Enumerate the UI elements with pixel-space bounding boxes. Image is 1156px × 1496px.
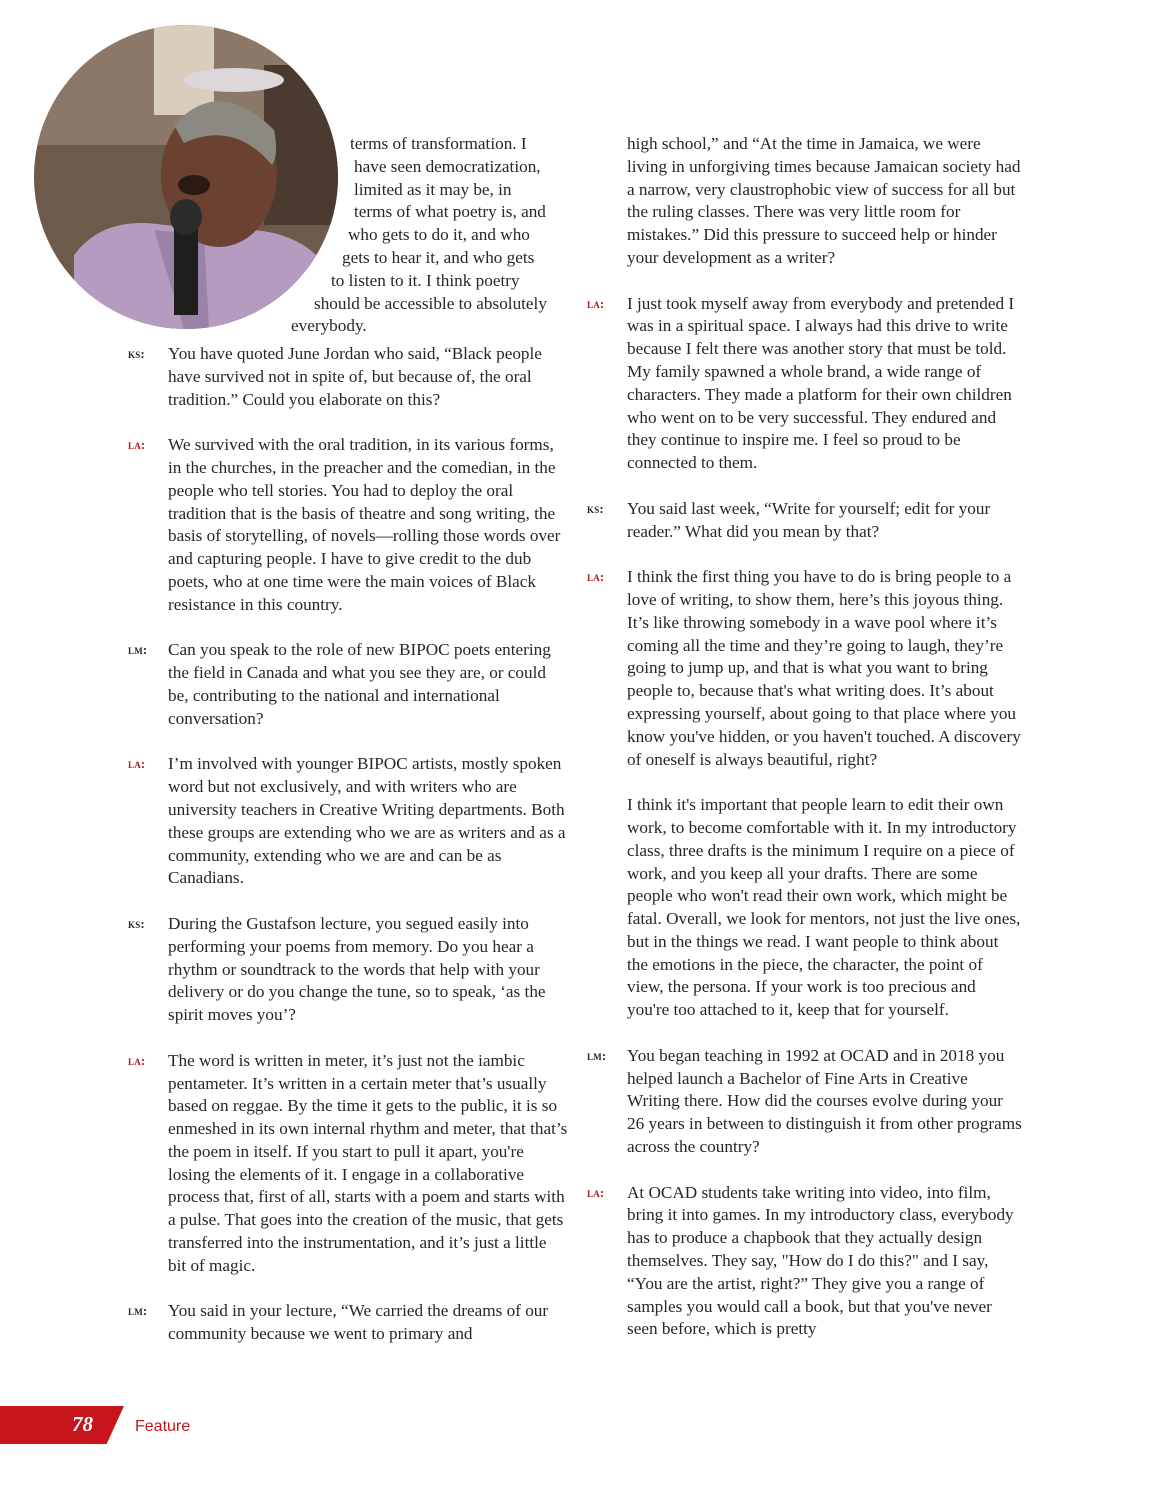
intro-line: limited as it may be, in	[354, 179, 512, 199]
entry-text: You began teaching in 1992 at OCAD and in 2018 you helped launch a Bachelor of Fine Arts in Creative Writing there. How did the courses evolve during your 26 years in between to distinguish it from other programs across the country?	[627, 1045, 1022, 1157]
intro-line: who gets to do it, and who	[348, 225, 530, 245]
intro-line: gets to hear it, and who gets	[342, 248, 535, 267]
qa-entry	[128, 1300, 568, 1346]
speaker-label: lm:	[128, 642, 148, 658]
answer-paragraph	[587, 794, 1022, 1022]
qa-entry	[128, 343, 568, 411]
intro-line: should be accessible to absolutely	[314, 293, 547, 313]
intro-line: terms of transformation. I	[350, 134, 527, 153]
qa-entry	[128, 913, 568, 1027]
left-column	[128, 133, 568, 1346]
intro-line: have seen democratization,	[354, 156, 541, 176]
qa-entry	[587, 566, 1022, 771]
qa-entry	[128, 1050, 568, 1278]
intro-line: everybody.	[291, 316, 367, 336]
speaker-label: lm:	[128, 1303, 148, 1319]
qa-entry	[587, 293, 1022, 475]
entry-text: Can you speak to the role of new BIPOC poets entering the field in Canada and what you see they are, or could be, contributing to the national and international conversation?	[168, 640, 551, 728]
continued-question	[587, 133, 1022, 270]
entry-text: I just took myself away from everybody and pretended I was in a spiritual space. I always had this drive to write because I felt there was another story that must be told. My family spawned a whole brand, a wide range of characters. They made a platform for their own children who went on to be very successful. They endured and they continue to inspire me. I feel so proud to be connected to them.	[627, 293, 1015, 473]
speaker-label: la:	[587, 569, 605, 585]
entry-text: At OCAD students take writing into video, into film, bring it into games. In my introductory class, everybody has to produce a chapbook that they actually design themselves. They say, "How do I do this?" and I say, “You are the artist, right?” They give you a range of samples you would call a book, but that you've never seen before, which is pretty	[627, 1182, 1014, 1339]
speaker-label: la:	[128, 756, 146, 772]
speaker-label: la:	[587, 1184, 605, 1200]
qa-entry	[128, 434, 568, 616]
entry-text: You said in your lecture, “We carried the dreams of our community because we went to primary and	[168, 1301, 549, 1344]
entry-text: high school,” and “At the time in Jamaica, we were living in unforgiving times because Jamaican society had a narrow, very claustrophobic view of success for all but the ruling classes. There was very little room for mistakes.” Did this pressure to succeed help or hinder your development as a writer?	[627, 134, 1021, 267]
speaker-label: la:	[128, 437, 146, 453]
entry-text: I think it's important that people learn to edit their own work, to become comfortable with it. In my introductory class, three drafts is the minimum I require on a piece of work, and you keep all your drafts. There are some people who won't read their own work, which might be fatal. Overall, we look for mentors, not just the live ones, but in the things we read. I want people to think about the emotions in the piece, the character, the point of view, the persona. If your work is too precious and you're too attached to it, keep that for yourself.	[627, 795, 1021, 1020]
section-label: Feature	[135, 1418, 191, 1435]
speaker-label: la:	[587, 295, 605, 311]
speaker-label: ks:	[587, 500, 604, 516]
qa-entry	[587, 498, 1022, 544]
intro-wrap-text	[128, 133, 568, 343]
qa-entry	[587, 1182, 1022, 1342]
qa-entry	[587, 1045, 1022, 1159]
entry-text: I’m involved with younger BIPOC artists, mostly spoken word but not exclusively, and with writers who are university teachers in Creative Writing departments. Both these groups are extending who we are as writers and as a community, extending who we are and can be as Canadians.	[168, 754, 566, 888]
qa-entry	[128, 639, 568, 730]
speaker-label: la:	[128, 1052, 146, 1068]
entry-text: We survived with the oral tradition, in its various forms, in the churches, in the preacher and the comedian, in the people who tell stories. You had to deploy the oral tradition that is the basis of theatre and song writing, the basis of storytelling, of novels—rolling those words over and capturing people. I have to give credit to the dub poets, who at one time were the main voices of Black resistance in this country.	[168, 435, 561, 614]
entry-text: During the Gustafson lecture, you segued easily into performing your poems from memory. Do you hear a rhythm or soundtrack to the words that help with your delivery or do you change the tune, so to speak, ‘as the spirit moves you’?	[168, 913, 546, 1025]
entry-text: The word is written in meter, it’s just not the iambic pentameter. It’s written in a certain meter that’s usually based on reggae. By the time it gets to the public, it is so enmeshed in its own internal rhythm and meter, that that’s the poem in itself. If you start to pull it apart, you're losing the elements of it. I engage in a collaborative process that, first of all, starts with a poem and starts with a pulse. That goes into the creation of the music, that gets transferred into the instrumentation, and it’s just a little bit of magic.	[168, 1050, 568, 1275]
speaker-label: ks:	[128, 915, 145, 931]
intro-line: terms of what poetry is, and	[354, 202, 546, 222]
entry-text: You have quoted June Jordan who said, “Black people have survived not in spite of, but because of, the oral tradition.” Could you elaborate on this?	[168, 344, 542, 409]
speaker-label: lm:	[587, 1047, 607, 1063]
page-number: 78	[72, 1412, 93, 1436]
entry-text: You said last week, “Write for yourself; edit for your reader.” What did you mean by that?	[627, 498, 991, 541]
speaker-label: ks:	[128, 346, 145, 361]
entry-text: I think the first thing you have to do is bring people to a love of writing, to show them, here’s this joyous thing. It’s like throwing somebody in a wave pool where it’s coming all the time and they’re going to laugh, they’re going to jump up, and that is what you want to bring people to, because that's what writing does. It’s about expressing yourself, about going to that place where you know you've hidden, or you haven't touched. A discovery of oneself is always beautiful, right?	[627, 567, 1021, 769]
right-column	[587, 133, 1022, 1341]
qa-entry	[128, 753, 568, 890]
intro-line: to listen to it. I think poetry	[331, 270, 520, 290]
